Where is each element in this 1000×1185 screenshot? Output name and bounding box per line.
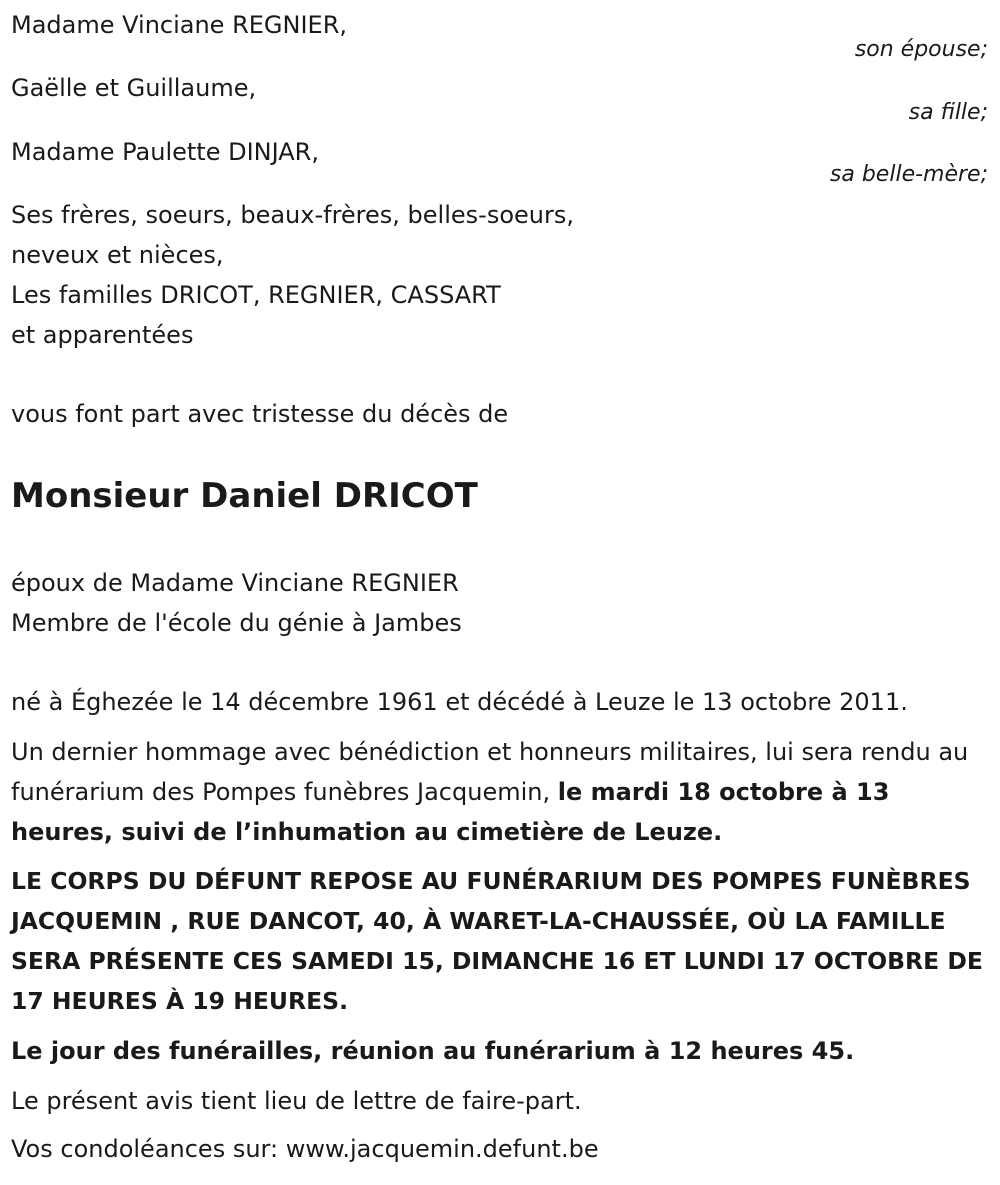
family-member-name: Madame Vinciane REGNIER,: [11, 11, 348, 39]
deceased-name: Monsieur Daniel DRICOT: [11, 476, 478, 516]
family-member-role: sa belle-mère;: [829, 162, 988, 187]
family-member-name: Gaëlle et Guillaume,: [11, 74, 257, 102]
deceased-detail: Membre de l'école du génie à Jambes: [11, 609, 462, 637]
relatives-line: neveux et nièces,: [11, 241, 224, 269]
body-rests-paragraph: LE CORPS DU DÉFUNT REPOSE AU FUNÉRARIUM DES POMPES FUNÈBRES JACQUEMIN , RUE DANCOT, 40, À WARET-LA-CHAUSSÉE, OÙ LA FAMILLE SERA PRÉSENTE CES SAMEDI 15, DIMANCHE 16 ET LUNDI 17 OCTOBRE DE 17 HEURES À 19 HEURES.: [11, 867, 983, 1015]
relatives-line: Ses frères, soeurs, beaux-frères, belles-soeurs,: [11, 201, 574, 229]
funeral-day-text: Le jour des funérailles, réunion au funérarium à 12 heures 45.: [11, 1037, 855, 1065]
birth-death-dates: né à Éghezée le 14 décembre 1961 et décédé à Leuze le 13 octobre 2011.: [11, 688, 908, 716]
family-member-role: sa fille;: [908, 100, 988, 125]
ceremony-date: le mardi 18 octobre à 13 heures, suivi de l’inhumation au cimetière de Leuze.: [11, 778, 890, 846]
relatives-line: et apparentées: [11, 321, 194, 349]
deceased-detail: époux de Madame Vinciane REGNIER: [11, 569, 459, 597]
notice-text: Le présent avis tient lieu de lettre de faire-part.: [11, 1087, 582, 1115]
ceremony-text: Un dernier hommage avec bénédiction et honneurs militaires, lui sera rendu au funérarium des Pompes funèbres Jacquemin,: [11, 738, 969, 806]
relatives-line: Les familles DRICOT, REGNIER, CASSART: [11, 281, 501, 309]
announcement-text: vous font part avec tristesse du décès de: [11, 400, 509, 428]
family-member-role: son épouse;: [854, 37, 988, 62]
ceremony-paragraph: [11, 732, 986, 852]
condolences-text: Vos condoléances sur: www.jacquemin.defunt.be: [11, 1135, 599, 1163]
family-member-name: Madame Paulette DINJAR,: [11, 138, 319, 166]
